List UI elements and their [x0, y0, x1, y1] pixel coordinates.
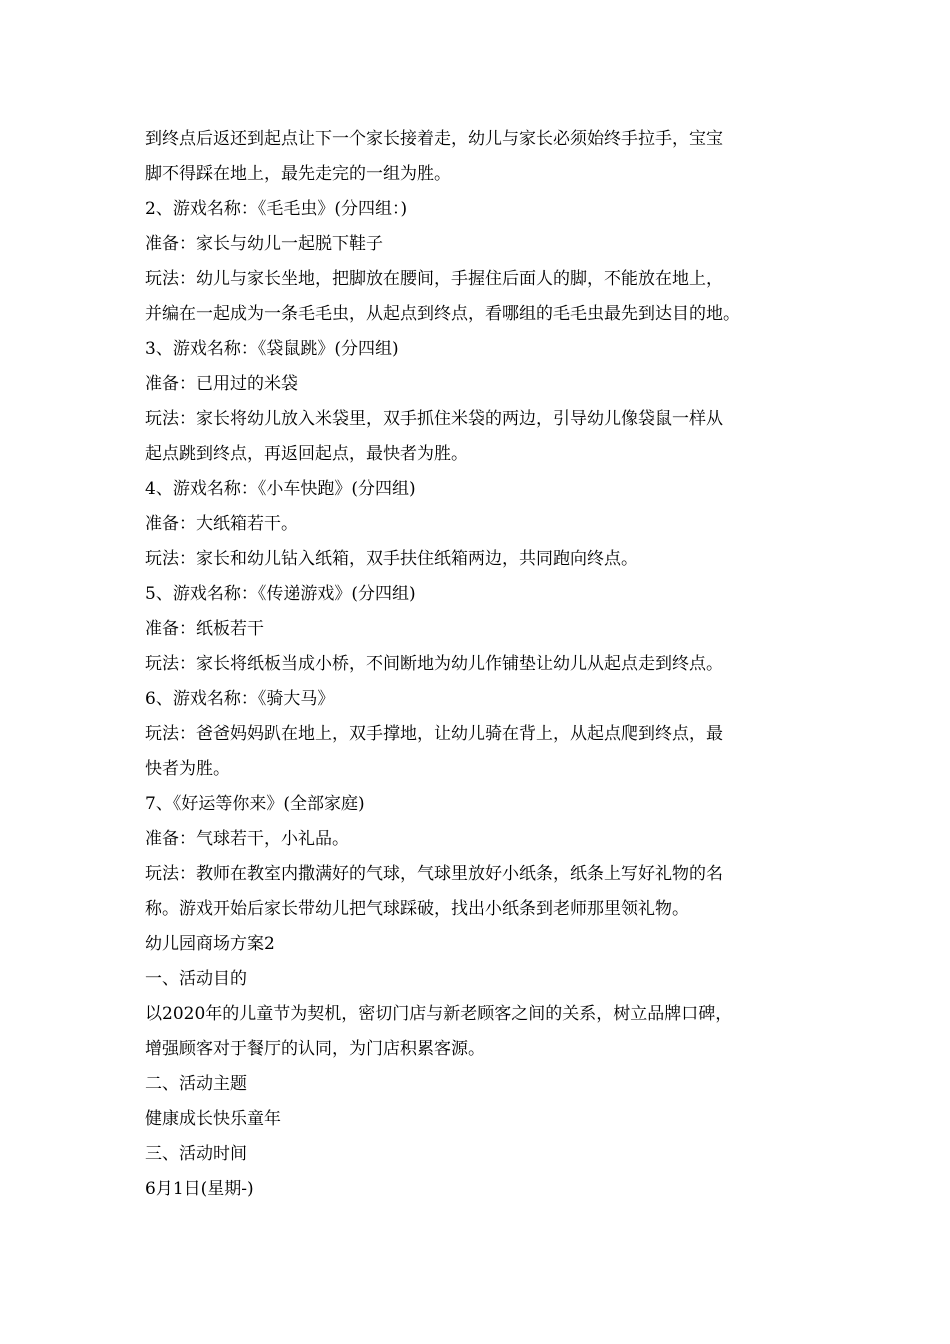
text-line: 6月1日(星期-)	[145, 1179, 254, 1199]
text-line: 玩法：教师在教室内撒满好的气球，气球里放好小纸条，纸条上写好礼物的名	[145, 864, 723, 884]
text-line: 起点跳到终点，再返回起点，最快者为胜。	[145, 444, 468, 464]
game-heading: 5、游戏名称：《传递游戏》(分四组)	[145, 584, 416, 604]
game-heading: 2、游戏名称：《毛毛虫》(分四组：)	[145, 199, 408, 219]
text-line: 准备：已用过的米袋	[145, 374, 298, 394]
text-line: 玩法：爸爸妈妈趴在地上，双手撑地，让幼儿骑在背上，从起点爬到终点，最	[145, 724, 723, 744]
text-line: 准备：大纸箱若干。	[145, 514, 298, 534]
text-line: 健康成长快乐童年	[145, 1109, 281, 1129]
text-line: 以2020年的儿童节为契机，密切门店与新老顾客之间的关系，树立品牌口碑，	[145, 1004, 733, 1024]
game-heading: 4、游戏名称：《小车快跑》(分四组)	[145, 479, 416, 499]
document-body	[145, 122, 810, 1207]
text-line: 玩法：家长将纸板当成小桥，不间断地为幼儿作铺垫让幼儿从起点走到终点。	[145, 654, 723, 674]
text-line: 增强顾客对于餐厅的认同，为门店积累客源。	[145, 1039, 485, 1059]
text-line: 玩法：家长和幼儿钻入纸箱，双手扶住纸箱两边，共同跑向终点。	[145, 549, 638, 569]
text-line: 准备：纸板若干	[145, 619, 264, 639]
text-line: 玩法：幼儿与家长坐地，把脚放在腰间，手握住后面人的脚，不能放在地上，	[145, 269, 723, 289]
game-heading: 3、游戏名称：《袋鼠跳》(分四组)	[145, 339, 399, 359]
text-line: 脚不得踩在地上，最先走完的一组为胜。	[145, 164, 451, 184]
text-line: 称。游戏开始后家长带幼儿把气球踩破，找出小纸条到老师那里领礼物。	[145, 899, 689, 919]
text-line: 准备：家长与幼儿一起脱下鞋子	[145, 234, 383, 254]
section-title: 幼儿园商场方案2	[145, 934, 275, 954]
section-heading: 一、活动目的	[145, 969, 247, 989]
text-line: 并编在一起成为一条毛毛虫，从起点到终点，看哪组的毛毛虫最先到达目的地。	[145, 304, 740, 324]
section-heading: 三、活动时间	[145, 1144, 247, 1164]
section-heading: 二、活动主题	[145, 1074, 247, 1094]
game-heading: 6、游戏名称：《骑大马》	[145, 689, 335, 709]
text-line: 快者为胜。	[145, 759, 230, 779]
game-heading: 7、《好运等你来》(全部家庭)	[145, 794, 365, 814]
text-line: 准备：气球若干，小礼品。	[145, 829, 349, 849]
text-line: 玩法：家长将幼儿放入米袋里，双手抓住米袋的两边，引导幼儿像袋鼠一样从	[145, 409, 723, 429]
text-line: 到终点后返还到起点让下一个家长接着走，幼儿与家长必须始终手拉手，宝宝	[145, 129, 723, 149]
